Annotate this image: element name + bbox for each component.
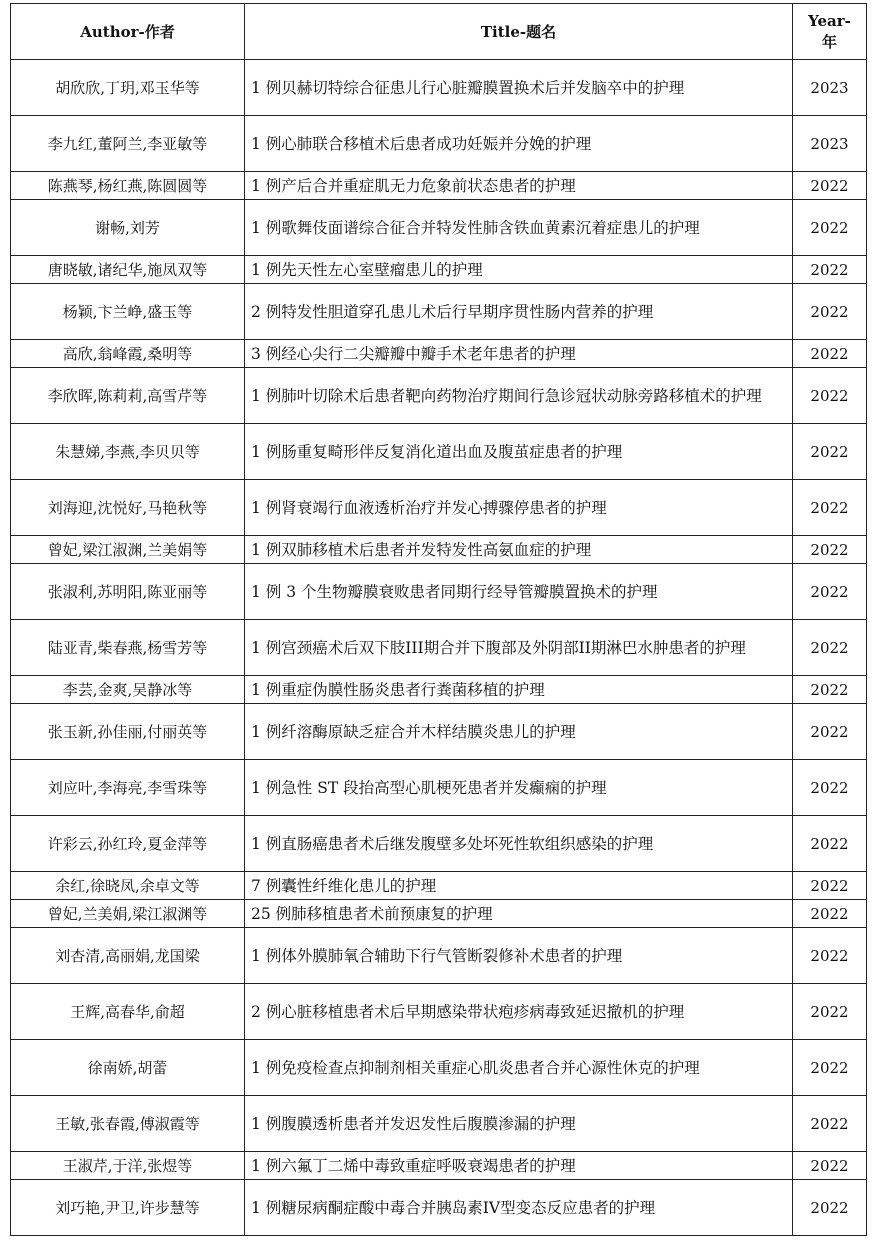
table-row	[11, 172, 867, 200]
cell-author: 徐南娇,胡蕾	[11, 1040, 245, 1096]
cell-title: 1 例双肺移植术后患者并发特发性高氨血症的护理	[245, 536, 793, 564]
cell-title: 1 例先天性左心室壁瘤患儿的护理	[245, 256, 793, 284]
cell-author: 余红,徐晓凤,余卓文等	[11, 872, 245, 900]
cell-author: 王辉,高春华,俞超	[11, 984, 245, 1040]
header-author: Author-作者	[11, 4, 245, 60]
table-row	[11, 984, 867, 1040]
table-row	[11, 284, 867, 340]
cell-author: 唐晓敏,诸纪华,施凤双等	[11, 256, 245, 284]
table-row	[11, 424, 867, 480]
cell-year: 2022	[793, 200, 867, 256]
cell-year: 2022	[793, 480, 867, 536]
table-row	[11, 760, 867, 816]
cell-title: 1 例体外膜肺氧合辅助下行气管断裂修补术患者的护理	[245, 928, 793, 984]
cell-title: 1 例肠重复畸形伴反复消化道出血及腹茧症患者的护理	[245, 424, 793, 480]
cell-author: 刘杏清,高丽娟,龙国梁	[11, 928, 245, 984]
cell-year: 2022	[793, 816, 867, 872]
cell-author: 刘巧艳,尹卫,许步慧等	[11, 1180, 245, 1236]
cell-title: 1 例 3 个生物瓣膜衰败患者同期行经导管瓣膜置换术的护理	[245, 564, 793, 620]
cell-year: 2022	[793, 900, 867, 928]
table-row	[11, 704, 867, 760]
cell-author: 杨颖,卞兰峥,盛玉等	[11, 284, 245, 340]
cell-year: 2022	[793, 928, 867, 984]
cell-year: 2022	[793, 536, 867, 564]
table-row	[11, 60, 867, 116]
cell-author: 曾妃,兰美娟,梁江淑渊等	[11, 900, 245, 928]
table-row	[11, 676, 867, 704]
table-row	[11, 1040, 867, 1096]
cell-year: 2023	[793, 60, 867, 116]
table-row	[11, 200, 867, 256]
references-table	[10, 3, 867, 1236]
cell-author: 陆亚青,柴春燕,杨雪芳等	[11, 620, 245, 676]
cell-year: 2022	[793, 564, 867, 620]
table-row	[11, 256, 867, 284]
cell-title: 2 例心脏移植患者术后早期感染带状疱疹病毒致延迟撤机的护理	[245, 984, 793, 1040]
cell-author: 李欣晖,陈莉莉,高雪芹等	[11, 368, 245, 424]
cell-author: 陈燕琴,杨红燕,陈圆圆等	[11, 172, 245, 200]
cell-author: 刘海迎,沈悦好,马艳秋等	[11, 480, 245, 536]
cell-title: 1 例糖尿病酮症酸中毒合并胰岛素IV型变态反应患者的护理	[245, 1180, 793, 1236]
cell-author: 许彩云,孙红玲,夏金萍等	[11, 816, 245, 872]
cell-year: 2022	[793, 284, 867, 340]
cell-title: 2 例特发性胆道穿孔患儿术后行早期序贯性肠内营养的护理	[245, 284, 793, 340]
table-row	[11, 872, 867, 900]
cell-author: 刘应叶,李海亮,李雪珠等	[11, 760, 245, 816]
cell-year: 2022	[793, 424, 867, 480]
table-row	[11, 368, 867, 424]
cell-title: 1 例心肺联合移植术后患者成功妊娠并分娩的护理	[245, 116, 793, 172]
table-row	[11, 564, 867, 620]
table-row	[11, 1152, 867, 1180]
cell-year: 2022	[793, 676, 867, 704]
cell-author: 曾妃,梁江淑渊,兰美娟等	[11, 536, 245, 564]
cell-author: 李九红,董阿兰,李亚敏等	[11, 116, 245, 172]
table-body	[11, 60, 867, 1236]
cell-year: 2022	[793, 620, 867, 676]
cell-title: 1 例肺叶切除术后患者靶向药物治疗期间行急诊冠状动脉旁路移植术的护理	[245, 368, 793, 424]
cell-year: 2022	[793, 340, 867, 368]
cell-author: 王淑芹,于洋,张煜等	[11, 1152, 245, 1180]
cell-title: 1 例直肠癌患者术后继发腹壁多处坏死性软组织感染的护理	[245, 816, 793, 872]
cell-title: 7 例囊性纤维化患儿的护理	[245, 872, 793, 900]
cell-author: 谢畅,刘芳	[11, 200, 245, 256]
cell-title: 1 例纤溶酶原缺乏症合并木样结膜炎患儿的护理	[245, 704, 793, 760]
cell-title: 1 例肾衰竭行血液透析治疗并发心搏骤停患者的护理	[245, 480, 793, 536]
table-row	[11, 480, 867, 536]
table-row	[11, 1180, 867, 1236]
cell-title: 1 例免疫检查点抑制剂相关重症心肌炎患者合并心源性休克的护理	[245, 1040, 793, 1096]
cell-year: 2022	[793, 1180, 867, 1236]
cell-year: 2022	[793, 760, 867, 816]
cell-author: 张淑利,苏明阳,陈亚丽等	[11, 564, 245, 620]
cell-title: 1 例急性 ST 段抬高型心肌梗死患者并发癫痫的护理	[245, 760, 793, 816]
cell-title: 1 例六氟丁二烯中毒致重症呼吸衰竭患者的护理	[245, 1152, 793, 1180]
cell-author: 高欣,翁峰霞,桑明等	[11, 340, 245, 368]
cell-title: 1 例腹膜透析患者并发迟发性后腹膜渗漏的护理	[245, 1096, 793, 1152]
cell-year: 2022	[793, 872, 867, 900]
cell-year: 2022	[793, 1096, 867, 1152]
table-row	[11, 1096, 867, 1152]
cell-year: 2022	[793, 368, 867, 424]
cell-author: 王敏,张春霞,傅淑霞等	[11, 1096, 245, 1152]
cell-year: 2022	[793, 704, 867, 760]
table-row	[11, 340, 867, 368]
table-row	[11, 900, 867, 928]
cell-year: 2022	[793, 1152, 867, 1180]
cell-title: 1 例歌舞伎面谱综合征合并特发性肺含铁血黄素沉着症患儿的护理	[245, 200, 793, 256]
table-row	[11, 928, 867, 984]
cell-title: 1 例贝赫切特综合征患儿行心脏瓣膜置换术后并发脑卒中的护理	[245, 60, 793, 116]
table-row	[11, 536, 867, 564]
cell-title: 3 例经心尖行二尖瓣瓣中瓣手术老年患者的护理	[245, 340, 793, 368]
cell-year: 2022	[793, 984, 867, 1040]
cell-author: 李芸,金爽,吴静冰等	[11, 676, 245, 704]
table-row	[11, 816, 867, 872]
header-row	[11, 4, 867, 60]
header-year	[793, 4, 867, 60]
cell-year: 2023	[793, 116, 867, 172]
cell-title: 25 例肺移植患者术前预康复的护理	[245, 900, 793, 928]
cell-year: 2022	[793, 172, 867, 200]
cell-title: 1 例宫颈癌术后双下肢III期合并下腹部及外阴部II期淋巴水肿患者的护理	[245, 620, 793, 676]
table-row	[11, 116, 867, 172]
cell-title: 1 例重症伪膜性肠炎患者行粪菌移植的护理	[245, 676, 793, 704]
table-row	[11, 620, 867, 676]
cell-author: 胡欣欣,丁玥,邓玉华等	[11, 60, 245, 116]
cell-title: 1 例产后合并重症肌无力危象前状态患者的护理	[245, 172, 793, 200]
header-year-label: Year-年	[808, 11, 851, 51]
cell-author: 朱慧娣,李燕,李贝贝等	[11, 424, 245, 480]
header-title: Title-题名	[245, 4, 793, 60]
cell-author: 张玉新,孙佳丽,付丽英等	[11, 704, 245, 760]
cell-year: 2022	[793, 1040, 867, 1096]
cell-year: 2022	[793, 256, 867, 284]
